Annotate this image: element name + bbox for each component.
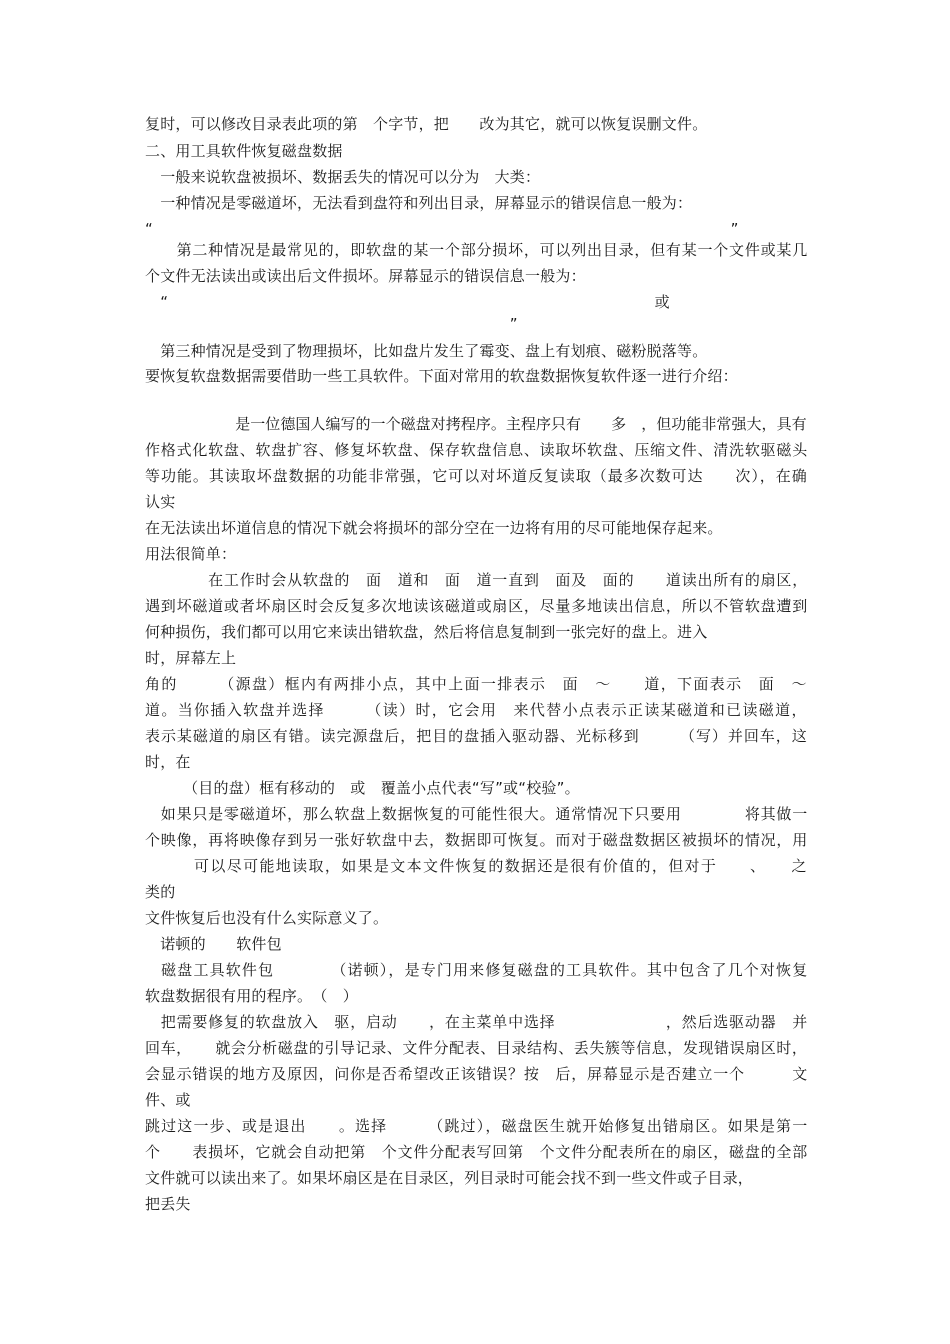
text-line: 用法很简单： xyxy=(145,545,237,563)
text-line: 等功能。其读取坏盘数据的功能非常强，它可以对坏道反复读取（最多次数可达 次），在确 xyxy=(145,467,808,485)
text-line: 个文件无法读出或读出后文件损坏。屏幕显示的错误信息一般为： xyxy=(145,267,586,285)
text-line: 个映像，再将映像存到另一张好软盘中去，数据即可恢复。而对于磁盘数据区被损坏的情况，用 xyxy=(145,831,808,849)
text-line: 时，屏幕左上 xyxy=(145,649,237,667)
text-line: 在工作时会从软盘的 面 道和 面 道一直到 面及 面的 道读出所有的扇区， xyxy=(145,571,808,589)
text-line: 何种损伤，我们都可以用它来读出错软盘，然后将信息复制到一张完好的盘上。进入 xyxy=(145,623,708,641)
text-line: 文件恢复后也没有什么实际意义了。 xyxy=(145,909,389,927)
text-line: 认实 xyxy=(145,493,176,511)
text-line: 个 表损坏，它就会自动把第 个文件分配表写回第 个文件分配表所在的扇区，磁盘的全部 xyxy=(145,1143,808,1161)
text-line: 跳过这一步、或是退出 。选择 （跳过），磁盘医生就开始修复出错扇区。如果是第一 xyxy=(145,1117,809,1135)
text-line: 回车， 就会分析磁盘的引导记录、文件分配表、目录结构、丢失簇等信息，发现错误扇区时， xyxy=(145,1039,808,1057)
text-line: “ ” xyxy=(145,220,739,238)
text-line: 诺顿的 软件包 xyxy=(145,935,282,953)
text-line: 表示某磁道的扇区有错。读完源盘后，把目的盘插入驱动器、光标移到 （写）并回车，这 xyxy=(145,727,808,745)
text-line: 一般来说软盘被损坏、数据丢失的情况可以分为 大类： xyxy=(145,168,541,186)
text-line: 件、或 xyxy=(145,1091,191,1109)
text-line: ” xyxy=(145,315,518,333)
text-line: 是一位德国人编写的一个磁盘对拷程序。主程序只有 多 ，但功能非常强大，具有 xyxy=(145,415,807,433)
text-line: “ 或 xyxy=(145,293,670,311)
text-line: 二、用工具软件恢复磁盘数据 xyxy=(145,142,343,160)
text-line: 时，在 xyxy=(145,753,191,771)
text-line: 角的 （源盘）框内有两排小点，其中上面一排表示 面 ～ 道，下面表示 面 ～ xyxy=(145,675,808,693)
text-line: 类的 xyxy=(145,883,176,901)
text-line: 如果只是零磁道坏，那么软盘上数据恢复的可能性很大。通常情况下只要用 将其做一 xyxy=(145,805,808,823)
text-line: 一种情况是零磁道坏，无法看到盘符和列出目录，屏幕显示的错误信息一般为： xyxy=(145,194,693,212)
text-line: 第二种情况是最常见的，即软盘的某一个部分损坏，可以列出目录，但有某一个文件或某几 xyxy=(145,241,808,259)
text-line: 把丢失 xyxy=(145,1195,191,1213)
text-line: 遇到坏磁道或者坏扇区时会反复多次地读该磁道或扇区，尽量多地读出信息，所以不管软盘遭到 xyxy=(145,597,808,615)
text-line: 把需要修复的软盘放入 驱，启动 ，在主菜单中选择 ，然后选驱动器 并 xyxy=(145,1013,808,1031)
text-line: 会显示错误的地方及原因，问你是否希望改正该错误？按 后，屏幕显示是否建立一个 文 xyxy=(145,1065,808,1083)
text-line: 第三种情况是受到了物理损坏，比如盘片发生了霉变、盘上有划痕、磁粉脱落等。 xyxy=(145,342,708,360)
text-line: 在无法读出坏道信息的情况下就会将损坏的部分空在一边将有用的尽可能地保存起来。 xyxy=(145,519,723,537)
text-line: （目的盘）框有移动的 或 覆盖小点代表“写”或“校验”。 xyxy=(145,779,580,797)
text-line: 可以尽可能地读取，如果是文本文件恢复的数据还是很有价值的，但对于 、 之 xyxy=(145,857,808,875)
text-line: 作格式化软盘、软盘扩容、修复坏软盘、保存软盘信息、读取坏软盘、压缩文件、清洗软驱磁头 xyxy=(145,441,808,459)
text-line: 复时，可以修改目录表此项的第 个字节，把 改为其它，就可以恢复误删文件。 xyxy=(145,115,708,133)
text-line: 要恢复软盘数据需要借助一些工具软件。下面对常用的软盘数据恢复软件逐一进行介绍： xyxy=(145,367,738,385)
text-line: 文件就可以读出来了。如果坏扇区是在目录区，列目录时可能会找不到一些文件或子目录， xyxy=(145,1169,754,1187)
text-line: 软盘数据很有用的程序。 （ ） xyxy=(145,987,359,1005)
text-line: 道。当你插入软盘并选择 （读）时，它会用 来代替小点表示正读某磁道和已读磁道， xyxy=(145,701,808,719)
text-line: 磁盘工具软件包 （诺顿），是专门用来修复磁盘的工具软件。其中包含了几个对恢复 xyxy=(145,961,809,979)
